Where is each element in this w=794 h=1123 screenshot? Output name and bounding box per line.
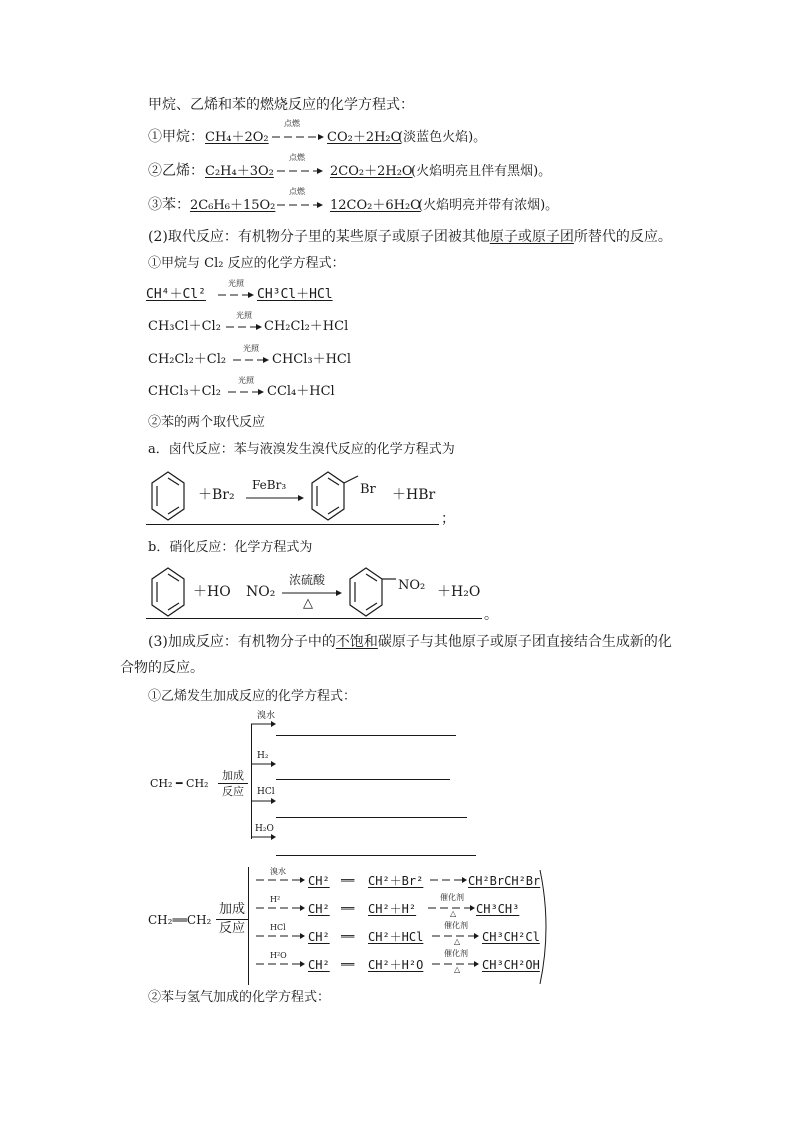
answer-underline [146,618,482,619]
tree-condition-bottom: 反应 [222,785,244,798]
catalyst: 催化剂 [444,921,468,930]
benzene-ring-icon [150,470,186,522]
byproduct: ＋HBr [392,487,436,503]
tree-condition-bottom: 反应 [219,921,246,936]
products: CHCl₃＋HCl [272,352,352,367]
product-a: CH² [308,902,330,916]
products: CH³Cl＋HCl [257,287,333,302]
end-mark: ； [441,511,455,527]
heading-blank: 原子或原子团 [489,229,574,245]
product: CH³CH³ [476,902,520,916]
byproduct: ＋H₂O [437,584,481,600]
reaction-arrow [272,130,322,144]
substitution-heading [148,230,672,244]
reactants: CH₄＋2O₂ [205,130,269,145]
tree-condition-top: 加成 [219,902,246,917]
product: CH²BrCH²Br [468,874,541,888]
reaction-arrow [218,288,252,302]
branch-arrow [251,720,277,728]
condition: 光照 [238,376,254,385]
reaction-arrow [277,164,317,178]
halogenation-label: a．卤代反应：苯与液溴发生溴代反应的化学方程式为 [148,442,455,457]
double-bond: ══ [341,958,355,971]
reaction-arrow [228,385,262,399]
benzene-ring-icon [150,566,186,618]
tree-bracket [251,724,252,839]
catalyst: 催化剂 [444,949,468,958]
reaction-arrow [246,493,304,503]
branch-reagent: H₂ [257,751,269,761]
branch-arrow [256,876,306,884]
double-bond: ══ [341,930,355,943]
reactants: C₂H₄＋3O₂ [205,164,274,179]
branch-arrow [256,960,306,968]
nitrobenzene-icon [348,566,398,618]
branch-reagent: 溴水 [270,867,286,876]
condition: 点燃 [284,119,300,128]
double-bond: ══ [341,874,355,887]
addition-heading [148,635,672,649]
reaction-arrow [430,876,468,884]
nitration-label: b．硝化反应：化学方程式为 [148,540,313,555]
branch-reagent: 溴水 [257,711,276,721]
products: CH₂Cl₂＋HCl [264,319,349,334]
condition: 点燃 [289,153,305,162]
answer-blank [276,855,476,856]
heat-symbol: △ [450,909,457,918]
reaction-arrow [226,320,260,334]
substituent: NO₂ [398,578,426,593]
branch-reagent: H² [270,895,281,904]
heading-post: 所替代的反应。 [573,229,672,245]
branch-arrow [251,760,277,768]
reaction-arrow [233,353,267,367]
answer-blank [276,735,456,736]
reactants: CH₃Cl＋Cl₂ [148,319,221,334]
condition: 光照 [243,344,259,353]
product-b: CH²＋H² [368,902,417,916]
answer-blank [276,779,450,780]
reactants: CH₂Cl₂＋Cl₂ [148,352,227,367]
branch-arrow [256,904,306,912]
product-a: CH² [308,958,330,972]
heat-symbol: △ [303,596,313,611]
condition: 光照 [228,279,244,288]
products: CCl₄＋HCl [267,384,335,399]
label: ②乙烯： [148,163,204,179]
note: (火焰明亮并带有浓烟)。 [418,198,559,213]
answer-blank [276,817,467,818]
heading-post: 碳原子与其他原子或原子团直接结合生成新的化 [377,634,672,650]
methane-intro: ①甲烷与 Cl₂ 反应的化学方程式： [148,256,345,271]
product-b: CH²＋H²O [368,958,424,972]
condition: 点燃 [289,187,305,196]
right-bracket [538,868,554,986]
product-a: CH² [308,874,330,888]
addition-heading-line2: 合物的反应。 [120,660,204,676]
condition-bar [216,919,248,920]
benzene-substitution-intro: ②苯的两个取代反应 [148,415,266,430]
label: ③苯： [148,197,190,213]
heading-pre: (2)取代反应：有机物分子里的某些原子或原子团被其他 [148,229,490,245]
branch-arrow [251,833,277,841]
ethylene-addition-intro: ①乙烯发生加成反应的化学方程式： [148,689,357,704]
product: CH³CH²Cl [482,930,540,944]
products: 12CO₂＋6H₂O [330,198,421,213]
reaction-arrow [277,198,317,212]
condition-bar [218,783,248,784]
products: CO₂＋2H₂O [327,130,402,145]
intro-text: 甲烷、乙烯和苯的燃烧反应的化学方程式： [148,97,414,113]
catalyst: FeBr₃ [252,478,287,492]
product-a: CH² [308,930,330,944]
double-bond: ══ [341,902,355,915]
branch-reagent: H₂O [255,824,274,834]
catalyst: 催化剂 [440,893,464,902]
heat-symbol: △ [454,965,461,974]
catalyst: 浓硫酸 [289,573,326,587]
reagent: ＋Br₂ [198,487,235,503]
heat-symbol: △ [454,937,461,946]
branch-arrow [251,797,277,805]
branch-reagent: HCl [270,923,286,932]
benzene-hydrogenation-intro: ②苯与氢气加成的化学方程式： [148,990,331,1005]
product-b: CH²＋Br² [368,874,424,888]
condition: 光照 [236,311,252,320]
reagent-group: NO₂ [246,584,276,600]
note: (淡蓝色火焰)。 [398,130,487,145]
bromobenzene-icon [310,470,360,522]
tree-bracket [248,867,249,985]
product-b: CH²＋HCl [368,930,424,944]
tree-root: CH₂══CH₂ [148,913,212,927]
branch-reagent: HCl [257,787,275,797]
reactants: CH⁴＋Cl² [146,287,206,302]
reagent: ＋HO [193,584,231,600]
tree-condition-top: 加成 [222,769,244,782]
heading-blank: 不饱和 [335,634,378,650]
label: ①甲烷： [148,129,204,145]
heading-pre: (3)加成反应：有机物分子中的 [148,634,336,650]
substituent: Br [360,482,376,497]
reactants: CHCl₃＋Cl₂ [148,384,221,399]
tree-root: CH₂ ━ CH₂ [150,777,209,790]
branch-reagent: H²O [270,951,287,960]
product: CH³CH²OH [482,958,540,972]
products: 2CO₂＋2H₂O [330,164,413,179]
end-mark: 。 [484,607,498,623]
branch-arrow [256,932,306,940]
answer-underline [146,524,439,525]
reactants: 2C₆H₆＋15O₂ [190,198,276,213]
note: (火焰明亮且伴有黑烟)。 [411,164,552,179]
